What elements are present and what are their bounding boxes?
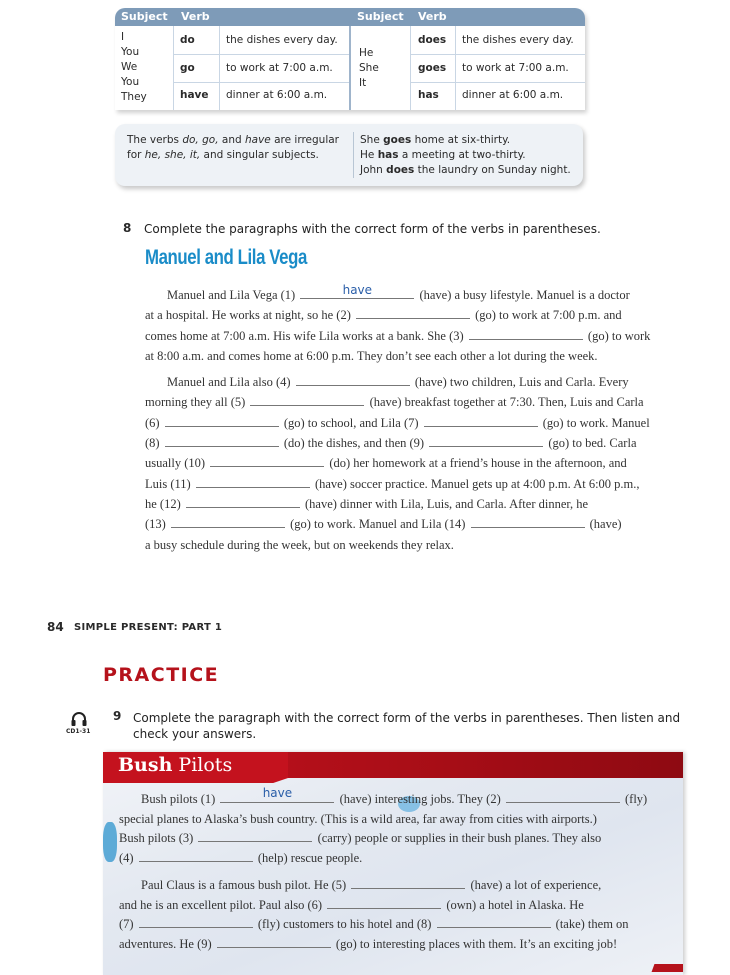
instruction-line: Complete the paragraph with the correct form of the verbs in parentheses. Then listen and [133,711,681,725]
complement: the dishes every day. [226,34,338,46]
title-bold: Bush [118,754,173,776]
passage-line: Bush pilots (1) have (have) interesting jobs. They (2) (fly) [141,786,648,806]
answer-blank-4[interactable] [139,849,253,862]
subject: She [359,62,379,74]
passage-line: Bush pilots (3) (carry) people or supplies in their bush planes. They also [119,831,602,845]
grammar-table-header [115,8,585,26]
text: have [244,134,271,146]
passage-line: adventures. He (9) (go) to interesting places with them. It’s an exciting job! [119,936,618,951]
passage-line: (7) (fly) customers to his hotel and (8) (take) them on [119,917,629,931]
exercise-9-number: 9 [113,709,122,723]
answer-blank-1[interactable] [300,283,414,299]
header-verb-right: Verb [418,10,447,23]
passage-line: comes home at 7:00 a.m. His wife Lila works at a bank. She (3) (go) to work [145,328,651,343]
passage-line: (13) (go) to work. Manuel and Lila (14) (have) [145,517,622,532]
complement: to work at 7:00 a.m. [462,62,569,74]
passage-line: special planes to Alaska’s bush country. (This is a wild area, far away from cities with airports.) [119,811,597,826]
passage-line: Manuel and Lila also (4) (have) two children, Luis and Carla. Every [167,375,629,390]
answer-blank-5[interactable] [250,393,364,406]
passage-line: morning they all (5) (have) breakfast together at 7:30. Then, Luis and Carla [145,395,644,410]
note-examples [360,133,571,178]
right-subjects [359,46,379,91]
header-subject-left: Subject [121,10,168,23]
answer-blank-8[interactable] [165,434,279,447]
example-line: She goes home at six-thirty. [360,134,511,146]
bush-pilots-title [118,754,232,776]
passage-line: (4) (help) rescue people. [119,850,363,865]
subject: It [359,77,367,89]
practice-heading: PRACTICE [103,664,220,686]
verb-has: has [418,89,439,101]
exercise-8-number: 8 [123,221,132,235]
passage-line: (8) (do) the dishes, and then (9) (go) to bed. Carla [145,436,637,451]
answer-blank-2[interactable] [506,790,620,803]
subject: You [121,76,140,88]
complement: dinner at 6:00 a.m. [226,89,328,101]
subject: They [121,91,147,103]
text: for [127,149,145,161]
header-verb-left: Verb [181,10,210,23]
left-subjects [121,30,147,105]
answer-blank-6[interactable] [165,414,279,427]
text: he, she, it, [144,149,201,161]
verb-does: does [418,34,447,46]
exercise-9-passage [119,786,648,954]
answer-blank-4[interactable] [296,373,410,386]
chapter-title: SIMPLE PRESENT: PART 1 [74,622,223,633]
passage-line: at a hospital. He works at night, so he (2) (go) to work at 7:00 p.m. and [145,308,622,323]
passage-line: and he is an excellent pilot. Paul also (6) (own) a hotel in Alaska. He [119,897,584,912]
instruction-line: check your answers. [133,727,257,741]
answer-blank-12[interactable] [186,495,300,508]
answer-blank-8[interactable] [437,915,551,928]
answer-blank-6[interactable] [327,896,441,909]
answer-blank-14[interactable] [471,515,585,528]
text: The verbs [127,134,183,146]
answer-blank-3[interactable] [469,327,583,340]
complement: to work at 7:00 a.m. [226,62,333,74]
text: are irregular [270,134,339,146]
audio-track-label: CD1-31 [66,728,91,735]
exercise-9-instruction [133,710,680,742]
note-rule [127,133,353,163]
page-number: 84 [47,620,64,634]
grammar-table [115,8,585,110]
verb-do: do [180,34,195,46]
passage-line: a busy schedule during the week, but on weekends they relax. [145,537,454,552]
red-plane-image [652,964,683,972]
example-line: He has a meeting at two-thirty. [360,149,526,161]
grammar-table-body [115,26,585,110]
complement: dinner at 6:00 a.m. [462,89,564,101]
header-subject-right: Subject [357,10,404,23]
passage-line: he (12) (have) dinner with Lila, Luis, and Carla. After dinner, he [145,496,589,511]
bush-pilots-reading-box [103,752,683,975]
handwritten-answer: have [262,786,293,800]
answer-blank-3[interactable] [198,829,312,842]
answer-blank-10[interactable] [210,454,324,467]
text: do, go, [182,134,219,146]
handwritten-answer: have [342,283,373,297]
answer-blank-2[interactable] [356,306,470,319]
subject: You [121,46,140,58]
exercise-8-passage [145,285,650,555]
answer-blank-7[interactable] [424,414,538,427]
title-rest: Pilots [172,754,233,776]
story-title: Manuel and Lila Vega [145,246,307,269]
text: and [218,134,245,146]
grammar-note-box [115,124,583,186]
note-divider [353,132,354,178]
passage-line: at 8:00 a.m. and comes home at 6:00 p.m. They don’t see each other a lot during the week. [145,348,598,363]
answer-blank-1[interactable] [220,786,334,803]
subject: We [121,61,138,73]
answer-blank-5[interactable] [351,876,465,889]
subject: I [121,31,125,43]
passage-line: Manuel and Lila Vega (1) have (have) a busy lifestyle. Manuel is a doctor [145,285,650,305]
headphones-icon[interactable] [70,711,88,727]
subject: He [359,47,374,59]
passage-line: Paul Claus is a famous bush pilot. He (5) (have) a lot of experience, [141,878,602,892]
answer-blank-7[interactable] [139,915,253,928]
verb-go: go [180,62,195,74]
answer-blank-9[interactable] [429,434,543,447]
complement: the dishes every day. [462,34,574,46]
background-photo-detail [103,822,117,862]
text: and singular subjects. [200,149,319,161]
passage-line: usually (10) (do) her homework at a friend’s house in the afternoon, and [145,456,627,471]
example-line: John does the laundry on Sunday night. [360,164,571,176]
answer-blank-13[interactable] [171,515,285,528]
answer-blank-11[interactable] [196,475,310,488]
verb-goes: goes [418,62,447,74]
verb-have: have [180,89,209,101]
passage-line: Luis (11) (have) soccer practice. Manuel gets up at 4:00 p.m. At 6:00 p.m., [145,476,640,491]
exercise-8-instruction: Complete the paragraphs with the correct form of the verbs in parentheses. [144,222,601,236]
answer-blank-9[interactable] [217,935,331,948]
passage-line: (6) (go) to school, and Lila (7) (go) to work. Manuel [145,415,650,430]
